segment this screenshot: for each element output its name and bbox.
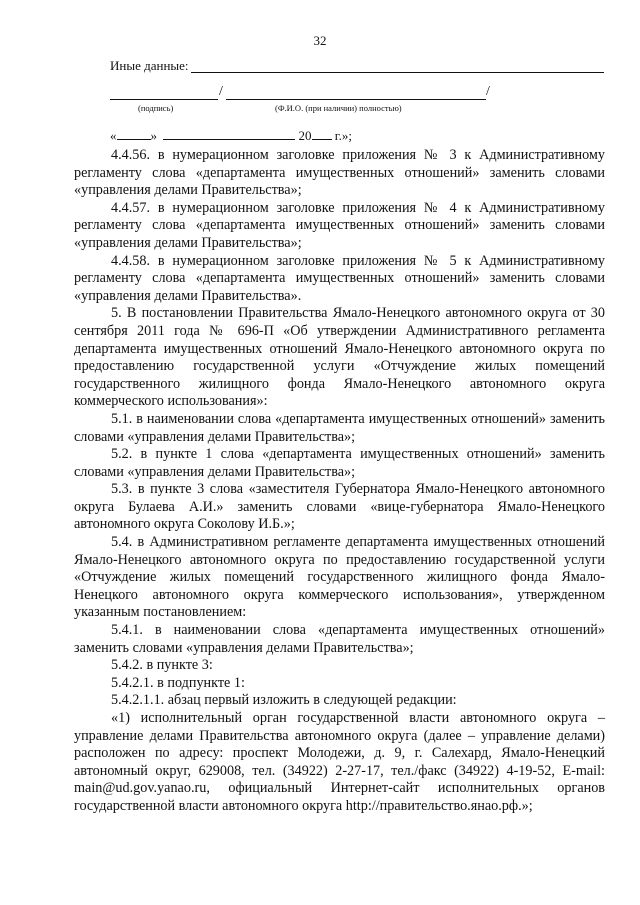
paragraph-4-4-56: 4.4.56. в нумерационном заголовке приложения № 3 к Административному регламенту слова «департамента имущественных отношений» заменить словами «управления делами Правительства»; xyxy=(74,147,605,199)
year-suffix: г.»; xyxy=(334,128,352,143)
year-blank xyxy=(312,128,332,140)
other-data-blank-line xyxy=(191,72,604,73)
paragraph-5-4-2-1: 5.4.2.1. в подпункте 1: xyxy=(111,674,245,691)
paragraph-4-4-57: 4.4.57. в нумерационном заголовке приложения № 4 к Административному регламенту слова «департамента имущественных отношений» заменить словами «управления делами Правительства»; xyxy=(74,199,605,251)
paragraph-new-wording: «1) исполнительный орган государственной власти автономного округа – управление делами Правительства автономного округа (далее – управление делами) расположен по адресу: проспект Молодежи, д. 9, г. Салехард, Ямало-Ненецкий автономный округ, 629008, тел. (34922) 2-27-17, тел./факс (34922) 4-19-52, E-mail: main@ud.gov.yanao.ru, официальный Интернет-сайт исполнительных органов государственной власти автономного округа http://правительство.янао.рф.»; xyxy=(74,710,605,814)
name-caption: (Ф.И.О. (при наличии) полностью) xyxy=(275,103,402,113)
paragraph-5: 5. В постановлении Правительства Ямало-Ненецкого автономного округа от 30 сентября 2011 года № 696-П «Об утверждении Административного регламента департамента имущественных отношений Ямало-Ненецкого автономного округа по предоставлению государственной услуги «Отчуждение жилых помещений государственного жилищного фонда Ямало-Ненецкого автономного округа коммерческого использования»: xyxy=(74,305,605,410)
name-blank-line xyxy=(226,99,486,100)
paragraph-5-4-2-1-1: 5.4.2.1.1. абзац первый изложить в следующей редакции: xyxy=(111,692,457,709)
other-data-label: Иные данные: xyxy=(110,58,189,73)
day-blank xyxy=(117,128,151,140)
name-slash: / xyxy=(486,84,490,99)
date-open-quote: « xyxy=(110,128,117,143)
date-line xyxy=(110,128,352,144)
paragraph-5-4-2: 5.4.2. в пункте 3: xyxy=(111,657,213,674)
signature-caption: (подпись) xyxy=(138,103,174,113)
paragraph-5-4-1: 5.4.1. в наименовании слова «департамента имущественных отношений» заменить словами «управления делами Правительства»; xyxy=(74,622,605,656)
paragraph-5-3: 5.3. в пункте 3 слова «заместителя Губернатора Ямало-Ненецкого автономного округа Булаева А.И.» заменить словами «вице-губернатора Ямало-Ненецкого автономного округа Соколову И.Б.»; xyxy=(74,481,605,533)
page-number: 32 xyxy=(313,33,327,48)
document-body xyxy=(74,147,605,816)
paragraph-5-1: 5.1. в наименовании слова «департамента имущественных отношений» заменить словами «управления делами Правительства»; xyxy=(74,410,605,445)
paragraph-5-4: 5.4. в Административном регламенте департамента имущественных отношений Ямало-Ненецкого автономного округа по предоставлению государственной услуги «Отчуждение жилых помещений государственного жилищного фонда Ямало-Ненецкого автономного округа коммерческого использования», утвержденном указанным постановлением: xyxy=(74,534,605,621)
paragraph-5-2: 5.2. в пункте 1 слова «департамента имущественных отношений» заменить словами «управления делами Правительства»; xyxy=(74,446,605,480)
paragraph-4-4-58: 4.4.58. в нумерационном заголовке приложения № 5 к Административному регламенту слова «департамента имущественных отношений» заменить словами «управления делами Правительства». xyxy=(74,252,605,304)
date-close-quote: » xyxy=(150,128,157,143)
signature-blank-line xyxy=(110,99,218,100)
month-blank xyxy=(163,128,295,140)
signature-slash: / xyxy=(219,84,223,99)
year-prefix: 20 xyxy=(298,128,312,143)
